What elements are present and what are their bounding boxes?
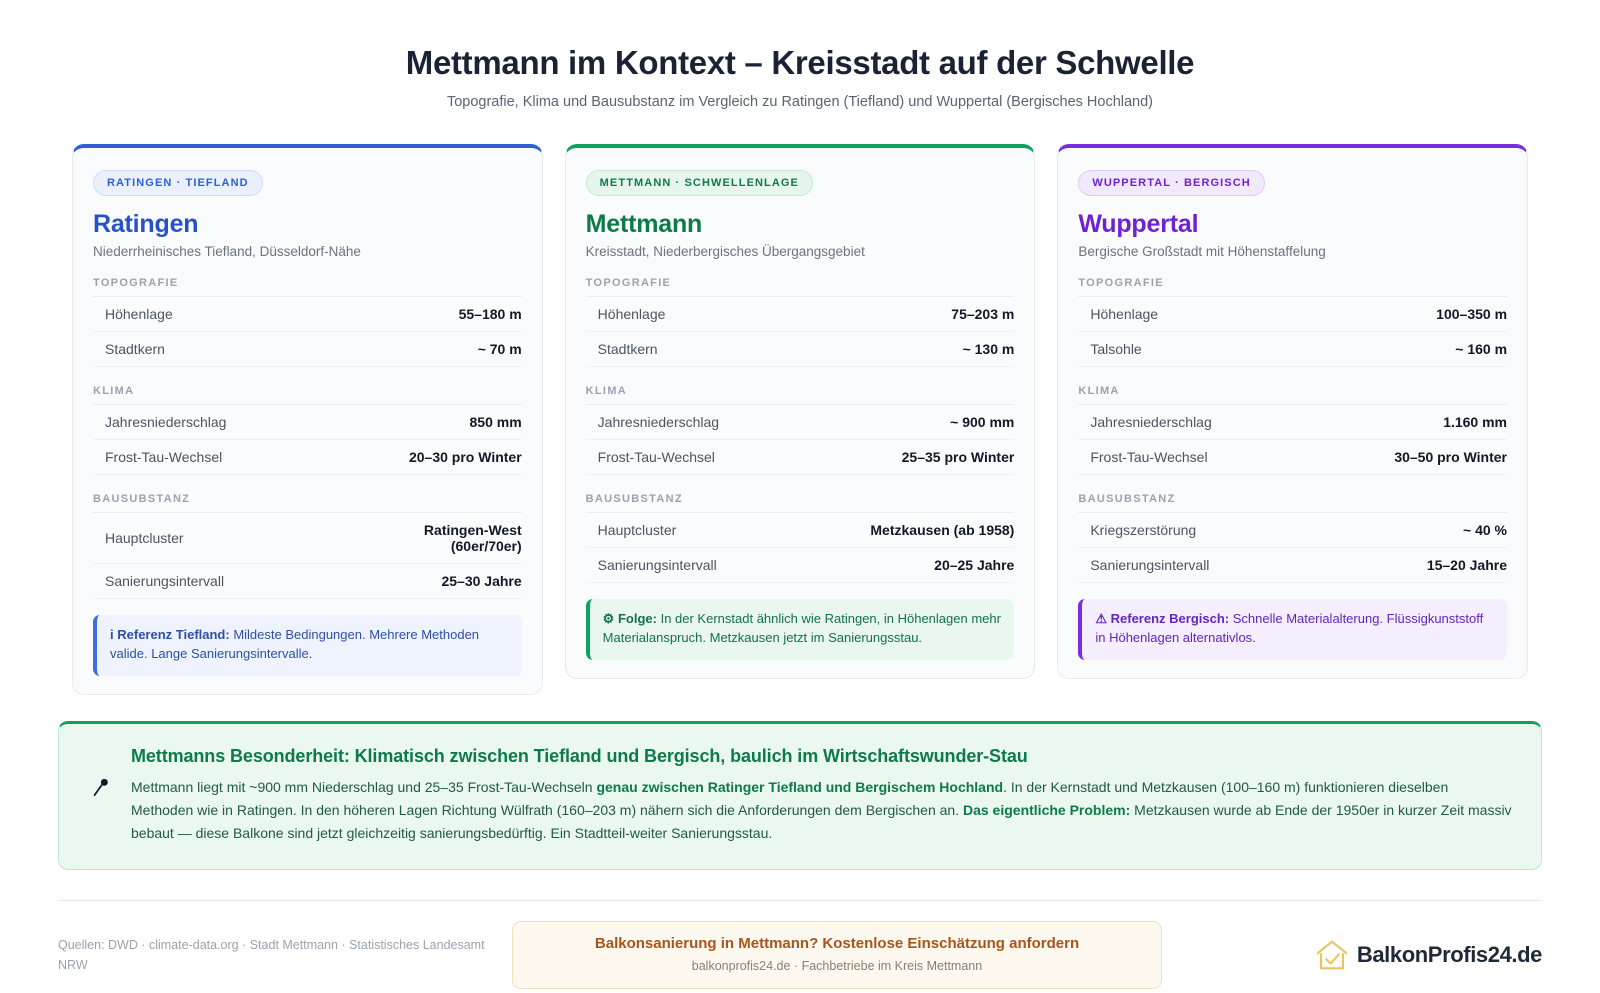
- highlight-title: Mettmanns Besonderheit: Klimatisch zwischen Tiefland und Bergisch, baulich im Wirtschaftswunder-Stau: [131, 745, 1028, 766]
- page-header: [0, 0, 1600, 110]
- row-key: Hauptcluster: [597, 522, 677, 538]
- brand-wordmark: BalkonProfis24.de: [1356, 941, 1542, 967]
- page-subtitle: Topografie, Klima und Bausubstanz im Vergleich zu Ratingen (Tiefland) und Wuppertal (Bergisches Hochland): [446, 94, 1154, 110]
- cta-title[interactable]: Balkonsanierung in Mettmann? Kostenlose Einschätzung anfordern: [594, 934, 1080, 952]
- row-value: 1.160 mm: [1443, 414, 1508, 430]
- card-note: [93, 615, 522, 676]
- data-row: [93, 564, 522, 599]
- section-label-klima: KLIMA: [93, 385, 522, 405]
- warning-icon: ⚠: [1095, 611, 1107, 626]
- card-note: [1078, 599, 1507, 660]
- section-label-bausubstanz: BAUSUBSTANZ: [1078, 493, 1507, 513]
- data-row: [1078, 297, 1507, 332]
- card-note: [586, 599, 1015, 660]
- row-value: 100–350 m: [1436, 306, 1508, 322]
- row-key: Stadtkern: [105, 341, 165, 357]
- map-pin-icon: [87, 774, 113, 800]
- highlight-body: [131, 746, 1513, 845]
- row-value: 20–30 pro Winter: [408, 449, 522, 465]
- card-city-subtitle: Kreisstadt, Niederbergisches Übergangsgebiet: [585, 244, 865, 259]
- city-card-mettmann: [565, 144, 1036, 679]
- data-row: [93, 513, 522, 564]
- highlight-bold-2: Das eigentliche Problem:: [962, 801, 1131, 818]
- note-text: Schnelle Materialalterung. Flüssigkunststoff in Höhenlagen alternativlos.: [1095, 611, 1484, 645]
- row-key: Höhenlage: [1090, 306, 1159, 322]
- row-key: Jahresniederschlag: [1090, 414, 1212, 430]
- section-label-bausubstanz: BAUSUBSTANZ: [93, 493, 522, 513]
- data-row: [1078, 548, 1507, 583]
- card-city-subtitle: Bergische Großstadt mit Höhenstaffelung: [1078, 244, 1326, 259]
- note-title: Folge:: [617, 611, 657, 626]
- row-value: 850 mm: [469, 414, 522, 430]
- highlight-text-2: . In der Kernstadt und Metzkausen (100–160 m) funktionieren dieselben Methoden wie in Ratingen. In den höheren Lagen Richtung Wülfrath (160–203 m) nähern sich die Anforderungen dem Bergischen an.: [131, 778, 1449, 818]
- note-text: Mildeste Bedingungen. Mehrere Methoden valide. Lange Sanierungsintervalle.: [110, 627, 480, 661]
- row-key: Höhenlage: [597, 306, 666, 322]
- data-row: [586, 440, 1015, 475]
- data-row: [1078, 513, 1507, 548]
- data-row: [1078, 332, 1507, 367]
- card-badge: WUPPERTAL · BERGISCH: [1078, 170, 1265, 196]
- row-key: Sanierungsintervall: [597, 557, 717, 573]
- row-key: Frost-Tau-Wechsel: [1090, 449, 1208, 465]
- note-title: Referenz Bergisch:: [1110, 611, 1230, 626]
- row-value: ~ 900 mm: [950, 414, 1015, 430]
- highlight-bold-1: genau zwischen Ratinger Tiefland und Bergischem Hochland: [596, 778, 1004, 795]
- data-row: [93, 405, 522, 440]
- row-value: ~ 130 m: [962, 341, 1015, 357]
- brand-logo[interactable]: [1186, 936, 1542, 974]
- cta-banner[interactable]: [512, 921, 1162, 989]
- section-label-klima: KLIMA: [586, 385, 1015, 405]
- page-title: Mettmann im Kontext – Kreisstadt auf der Schwelle: [405, 44, 1195, 81]
- row-key: Frost-Tau-Wechsel: [597, 449, 715, 465]
- note-title: Referenz Tiefland:: [117, 627, 230, 642]
- data-row: [586, 513, 1015, 548]
- sources-text: Quellen: DWD · climate-data.org · Stadt Mettmann · Statistisches Landesamt NRW: [58, 937, 485, 972]
- card-city-name: Mettmann: [585, 210, 703, 238]
- row-key: Jahresniederschlag: [597, 414, 720, 430]
- row-value: 30–50 pro Winter: [1394, 449, 1508, 465]
- footer-divider: [58, 900, 1542, 901]
- house-check-icon: [1313, 936, 1351, 974]
- gear-icon: ⚙: [602, 611, 615, 626]
- section-label-klima: KLIMA: [1078, 385, 1507, 405]
- data-row: [93, 332, 522, 367]
- row-key: Hauptcluster: [105, 530, 184, 546]
- section-label-topografie: TOPOGRAFIE: [93, 277, 522, 297]
- row-key: Stadtkern: [597, 341, 658, 357]
- row-value: 75–203 m: [951, 306, 1015, 322]
- highlight-text-3: Metzkausen wurde ab Ende der 1950er in kurzer Zeit massiv bebaut — diese Balkone sind jetzt gleichzeitig sanierungsbedürftig. Ein Stadtteil-weiter Sanierungsstau.: [131, 801, 1512, 841]
- data-row: [586, 297, 1015, 332]
- row-value: ~ 40 %: [1463, 522, 1508, 538]
- data-row: [586, 548, 1015, 583]
- info-icon: i: [110, 627, 114, 642]
- section-label-topografie: TOPOGRAFIE: [586, 277, 1015, 297]
- data-row: [93, 297, 522, 332]
- data-row: [1078, 440, 1507, 475]
- highlight-callout: [58, 721, 1542, 870]
- comparison-cards: [0, 144, 1600, 695]
- data-row: [1078, 405, 1507, 440]
- card-city-name: Ratingen: [93, 210, 199, 238]
- row-key: Sanierungsintervall: [1090, 557, 1210, 573]
- section-label-bausubstanz: BAUSUBSTANZ: [586, 493, 1015, 513]
- city-card-wuppertal: [1057, 144, 1528, 679]
- data-row: [586, 332, 1015, 367]
- highlight-text-1: Mettmann liegt mit ~900 mm Niederschlag und 25–35 Frost-Tau-Wechseln: [131, 778, 597, 795]
- card-badge: METTMANN · SCHWELLENLAGE: [586, 170, 813, 196]
- row-key: Talsohle: [1090, 341, 1142, 357]
- row-value: Metzkausen (ab 1958): [870, 522, 1015, 538]
- row-value: 55–180 m: [458, 306, 522, 322]
- row-value: 25–35 pro Winter: [901, 449, 1015, 465]
- row-value: 20–25 Jahre: [934, 557, 1015, 573]
- section-label-topografie: TOPOGRAFIE: [1078, 277, 1507, 297]
- row-key: Kriegszerstörung: [1090, 522, 1197, 538]
- row-key: Frost-Tau-Wechsel: [105, 449, 223, 465]
- card-city-name: Wuppertal: [1078, 210, 1199, 238]
- cta-subtitle: balkonprofis24.de · Fachbetriebe im Kreis Mettmann: [691, 958, 983, 973]
- row-value: ~ 160 m: [1455, 341, 1508, 357]
- row-value: 25–30 Jahre: [441, 573, 522, 589]
- row-key: Sanierungsintervall: [105, 573, 225, 589]
- page-footer: [58, 921, 1542, 989]
- note-text: In der Kernstadt ähnlich wie Ratingen, in Höhenlagen mehr Materialanspruch. Metzkausen jetzt im Sanierungsstau.: [602, 611, 1001, 645]
- row-value: Ratingen-West (60er/70er): [423, 522, 522, 554]
- row-value: ~ 70 m: [477, 341, 522, 357]
- row-value: 15–20 Jahre: [1426, 557, 1508, 573]
- row-key: Jahresniederschlag: [105, 414, 227, 430]
- highlight-paragraph: [131, 776, 1513, 845]
- city-card-ratingen: [72, 144, 543, 695]
- row-key: Höhenlage: [105, 306, 173, 322]
- card-city-subtitle: Niederrheinisches Tiefland, Düsseldorf-Nähe: [93, 244, 361, 259]
- card-badge: RATINGEN · TIEFLAND: [93, 170, 263, 196]
- data-row: [93, 440, 522, 475]
- data-row: [586, 405, 1015, 440]
